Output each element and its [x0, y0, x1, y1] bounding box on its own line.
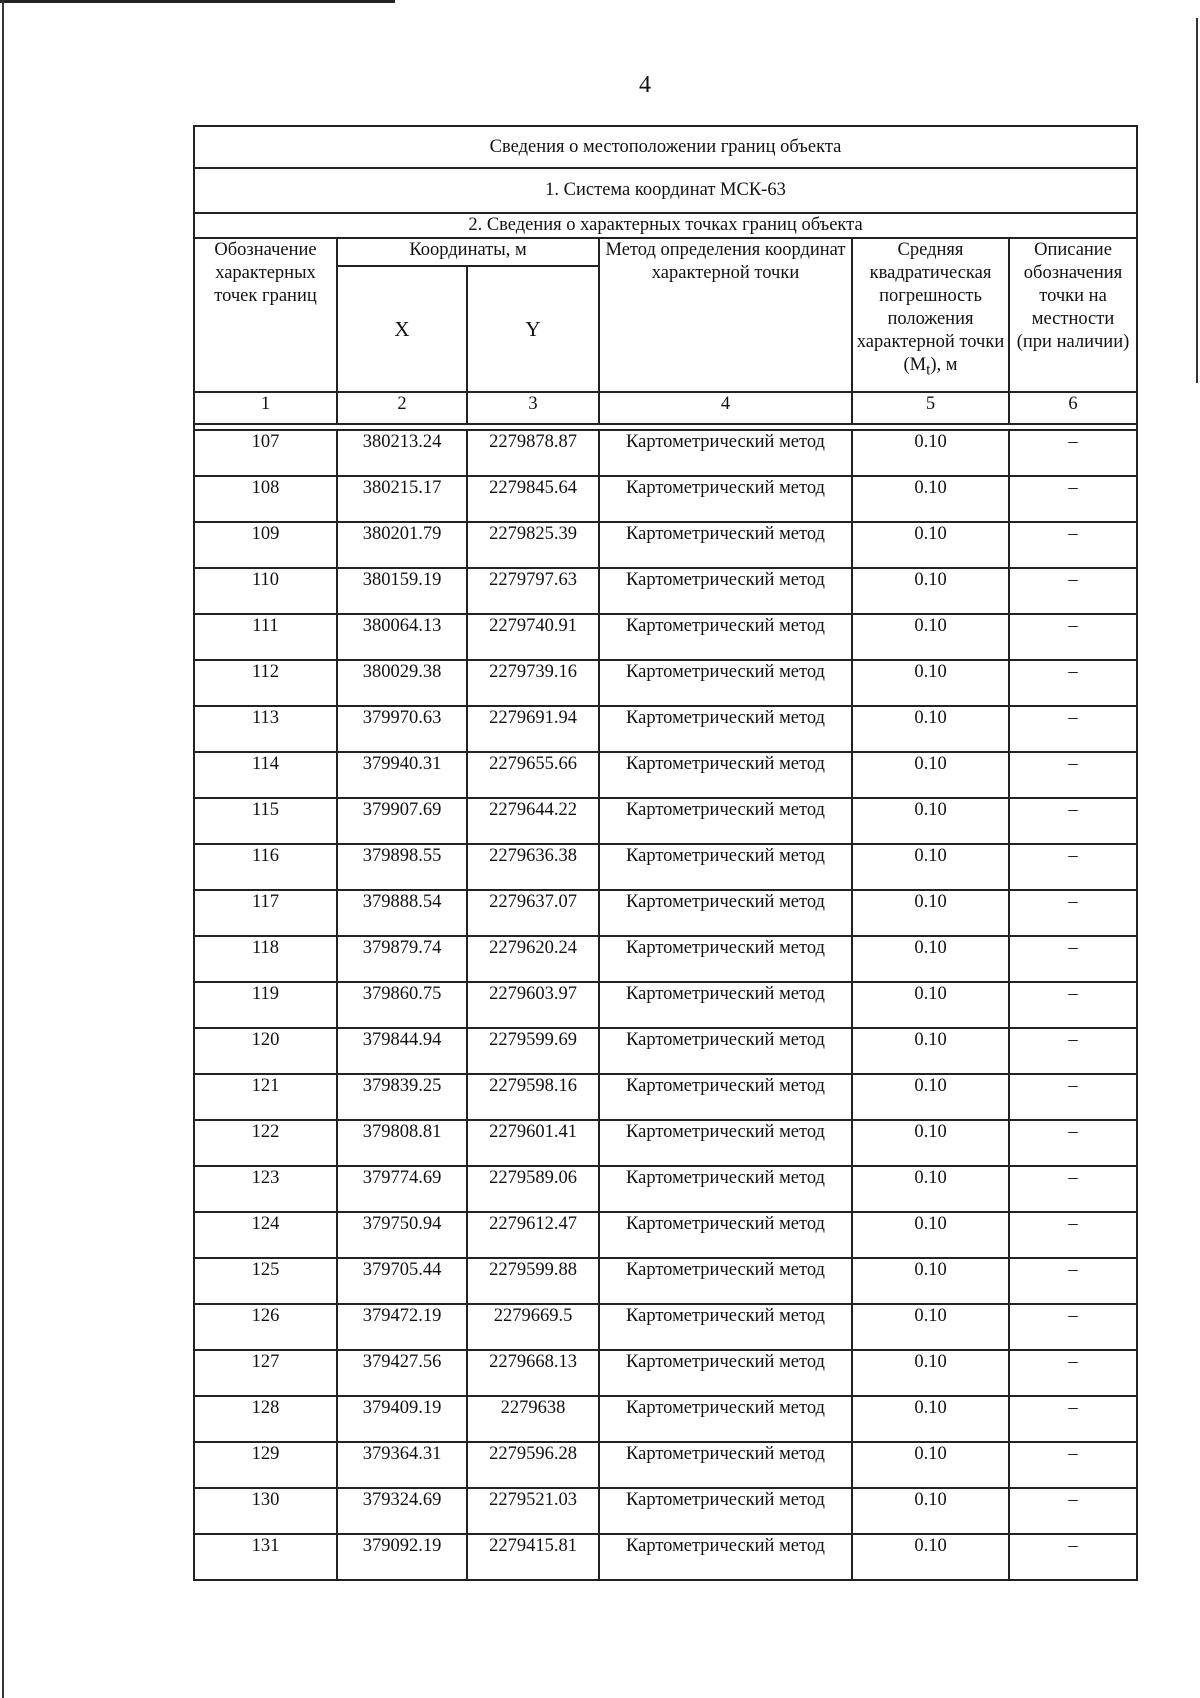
method-cell: Картометрический метод: [599, 752, 852, 798]
point-designation-cell: 130: [194, 1488, 337, 1534]
description-cell: –: [1009, 1028, 1137, 1074]
point-designation-cell: 108: [194, 476, 337, 522]
method-cell: Картометрический метод: [599, 1074, 852, 1120]
x-coordinate-cell: 379472.19: [337, 1304, 467, 1350]
method-cell: Картометрический метод: [599, 890, 852, 936]
method-cell: Картометрический метод: [599, 1166, 852, 1212]
point-designation-cell: 127: [194, 1350, 337, 1396]
table-row: [194, 568, 1137, 614]
header-error: Средняя квадратическая погрешность положения характерной точки $(M_t)$, м: [852, 238, 1009, 392]
y-coordinate-cell: 2279825.39: [467, 522, 599, 568]
y-coordinate-cell: 2279598.16: [467, 1074, 599, 1120]
table-row: [194, 890, 1137, 936]
point-designation-cell: 115: [194, 798, 337, 844]
error-cell: 0.10: [852, 982, 1009, 1028]
table-caption: Сведения о местоположении границ объекта: [194, 126, 1137, 168]
description-cell: –: [1009, 752, 1137, 798]
x-coordinate-cell: 379907.69: [337, 798, 467, 844]
error-cell: 0.10: [852, 844, 1009, 890]
error-cell: 0.10: [852, 522, 1009, 568]
characteristic-points-label: 2. Сведения о характерных точках границ объекта: [194, 213, 1137, 238]
point-designation-cell: 110: [194, 568, 337, 614]
error-cell: 0.10: [852, 798, 1009, 844]
error-cell: 0.10: [852, 476, 1009, 522]
point-designation-cell: 109: [194, 522, 337, 568]
error-cell: 0.10: [852, 614, 1009, 660]
header-row: [194, 238, 1137, 266]
table-row: [194, 1488, 1137, 1534]
y-coordinate-cell: 2279603.97: [467, 982, 599, 1028]
y-coordinate-cell: 2279612.47: [467, 1212, 599, 1258]
boundary-points-table: [193, 125, 1138, 1581]
table-row: [194, 1350, 1137, 1396]
x-coordinate-cell: 380201.79: [337, 522, 467, 568]
point-designation-cell: 119: [194, 982, 337, 1028]
coordinate-system-label: 1. Система координат МСК-63: [194, 168, 1137, 213]
caption-row: [194, 126, 1137, 168]
method-cell: Картометрический метод: [599, 1350, 852, 1396]
description-cell: –: [1009, 1258, 1137, 1304]
point-designation-cell: 114: [194, 752, 337, 798]
description-cell: –: [1009, 844, 1137, 890]
y-coordinate-cell: 2279638: [467, 1396, 599, 1442]
y-coordinate-cell: 2279601.41: [467, 1120, 599, 1166]
x-coordinate-cell: 379888.54: [337, 890, 467, 936]
point-designation-cell: 116: [194, 844, 337, 890]
x-coordinate-cell: 379750.94: [337, 1212, 467, 1258]
column-number: 6: [1009, 392, 1137, 424]
x-coordinate-cell: 379844.94: [337, 1028, 467, 1074]
point-designation-cell: 111: [194, 614, 337, 660]
section-2-row: [194, 213, 1137, 238]
x-coordinate-cell: 379879.74: [337, 936, 467, 982]
method-cell: Картометрический метод: [599, 1028, 852, 1074]
point-designation-cell: 124: [194, 1212, 337, 1258]
error-cell: 0.10: [852, 1350, 1009, 1396]
x-coordinate-cell: 379839.25: [337, 1074, 467, 1120]
error-cell: 0.10: [852, 890, 1009, 936]
table-row: [194, 844, 1137, 890]
x-coordinate-cell: 379427.56: [337, 1350, 467, 1396]
method-cell: Картометрический метод: [599, 1258, 852, 1304]
error-cell: 0.10: [852, 1166, 1009, 1212]
description-cell: –: [1009, 1166, 1137, 1212]
table-row: [194, 660, 1137, 706]
table-row: [194, 476, 1137, 522]
y-coordinate-cell: 2279589.06: [467, 1166, 599, 1212]
error-cell: 0.10: [852, 1074, 1009, 1120]
method-cell: Картометрический метод: [599, 706, 852, 752]
description-cell: –: [1009, 1350, 1137, 1396]
method-cell: Картометрический метод: [599, 1304, 852, 1350]
table-row: [194, 614, 1137, 660]
description-cell: –: [1009, 936, 1137, 982]
page-number: 4: [639, 72, 651, 98]
point-designation-cell: 120: [194, 1028, 337, 1074]
method-cell: Картометрический метод: [599, 1396, 852, 1442]
header-x: X: [337, 266, 467, 392]
table-row: [194, 936, 1137, 982]
method-cell: Картометрический метод: [599, 522, 852, 568]
x-coordinate-cell: 379774.69: [337, 1166, 467, 1212]
left-scan-rule: [2, 0, 4, 1698]
table-row: [194, 1120, 1137, 1166]
error-cell: 0.10: [852, 752, 1009, 798]
method-cell: Картометрический метод: [599, 476, 852, 522]
point-designation-cell: 117: [194, 890, 337, 936]
x-coordinate-cell: 380215.17: [337, 476, 467, 522]
y-coordinate-cell: 2279669.5: [467, 1304, 599, 1350]
table-row: [194, 1258, 1137, 1304]
section-1-row: [194, 168, 1137, 213]
error-cell: 0.10: [852, 706, 1009, 752]
y-coordinate-cell: 2279691.94: [467, 706, 599, 752]
x-coordinate-cell: 379940.31: [337, 752, 467, 798]
description-cell: –: [1009, 614, 1137, 660]
description-cell: –: [1009, 890, 1137, 936]
method-cell: Картометрический метод: [599, 568, 852, 614]
y-coordinate-cell: 2279415.81: [467, 1534, 599, 1580]
table-row: [194, 1074, 1137, 1120]
error-cell: 0.10: [852, 1258, 1009, 1304]
column-number: 5: [852, 392, 1009, 424]
y-coordinate-cell: 2279599.88: [467, 1258, 599, 1304]
method-cell: Картометрический метод: [599, 844, 852, 890]
table-row: [194, 706, 1137, 752]
y-coordinate-cell: 2279637.07: [467, 890, 599, 936]
y-coordinate-cell: 2279636.38: [467, 844, 599, 890]
column-numbers-row: [194, 392, 1137, 424]
description-cell: –: [1009, 476, 1137, 522]
y-coordinate-cell: 2279740.91: [467, 614, 599, 660]
table-row: [194, 752, 1137, 798]
point-designation-cell: 125: [194, 1258, 337, 1304]
description-cell: –: [1009, 982, 1137, 1028]
x-coordinate-cell: 379324.69: [337, 1488, 467, 1534]
point-designation-cell: 112: [194, 660, 337, 706]
table-row: [194, 522, 1137, 568]
table-row: [194, 1396, 1137, 1442]
description-cell: –: [1009, 568, 1137, 614]
description-cell: –: [1009, 522, 1137, 568]
error-cell: 0.10: [852, 936, 1009, 982]
y-coordinate-cell: 2279521.03: [467, 1488, 599, 1534]
point-designation-cell: 131: [194, 1534, 337, 1580]
error-cell: 0.10: [852, 1488, 1009, 1534]
y-coordinate-cell: 2279797.63: [467, 568, 599, 614]
header-point-designation: Обозначение характерных точек границ: [194, 238, 337, 392]
point-designation-cell: 126: [194, 1304, 337, 1350]
x-coordinate-cell: 379860.75: [337, 982, 467, 1028]
description-cell: –: [1009, 430, 1137, 476]
table-row: [194, 1442, 1137, 1488]
method-cell: Картометрический метод: [599, 1442, 852, 1488]
method-cell: Картометрический метод: [599, 430, 852, 476]
y-coordinate-cell: 2279739.16: [467, 660, 599, 706]
table-row: [194, 1028, 1137, 1074]
x-coordinate-cell: 380029.38: [337, 660, 467, 706]
point-designation-cell: 113: [194, 706, 337, 752]
method-cell: Картометрический метод: [599, 1120, 852, 1166]
x-coordinate-cell: 379364.31: [337, 1442, 467, 1488]
description-cell: –: [1009, 1212, 1137, 1258]
column-number: 1: [194, 392, 337, 424]
error-cell: 0.10: [852, 1028, 1009, 1074]
error-cell: 0.10: [852, 660, 1009, 706]
right-scan-rule: [1196, 18, 1198, 383]
x-coordinate-cell: 379409.19: [337, 1396, 467, 1442]
point-designation-cell: 122: [194, 1120, 337, 1166]
y-coordinate-cell: 2279596.28: [467, 1442, 599, 1488]
error-cell: 0.10: [852, 430, 1009, 476]
y-coordinate-cell: 2279620.24: [467, 936, 599, 982]
error-cell: 0.10: [852, 1304, 1009, 1350]
table-row: [194, 430, 1137, 476]
error-cell: 0.10: [852, 1120, 1009, 1166]
point-designation-cell: 121: [194, 1074, 337, 1120]
header-method: Метод определения координат характерной точки: [599, 238, 852, 392]
y-coordinate-cell: 2279668.13: [467, 1350, 599, 1396]
y-coordinate-cell: 2279655.66: [467, 752, 599, 798]
column-number: 2: [337, 392, 467, 424]
x-coordinate-cell: 380213.24: [337, 430, 467, 476]
description-cell: –: [1009, 1442, 1137, 1488]
description-cell: –: [1009, 1534, 1137, 1580]
y-coordinate-cell: 2279878.87: [467, 430, 599, 476]
table-row: [194, 1166, 1137, 1212]
point-designation-cell: 107: [194, 430, 337, 476]
method-cell: Картометрический метод: [599, 660, 852, 706]
method-cell: Картометрический метод: [599, 1488, 852, 1534]
x-coordinate-cell: 379808.81: [337, 1120, 467, 1166]
header-coordinates: Координаты, м: [337, 238, 599, 266]
description-cell: –: [1009, 1488, 1137, 1534]
description-cell: –: [1009, 1074, 1137, 1120]
error-cell: 0.10: [852, 1534, 1009, 1580]
error-cell: 0.10: [852, 568, 1009, 614]
error-cell: 0.10: [852, 1442, 1009, 1488]
description-cell: –: [1009, 1396, 1137, 1442]
description-cell: –: [1009, 706, 1137, 752]
description-cell: –: [1009, 1120, 1137, 1166]
column-number: 4: [599, 392, 852, 424]
method-cell: Картометрический метод: [599, 1212, 852, 1258]
point-designation-cell: 128: [194, 1396, 337, 1442]
method-cell: Картометрический метод: [599, 614, 852, 660]
y-coordinate-cell: 2279845.64: [467, 476, 599, 522]
x-coordinate-cell: 379970.63: [337, 706, 467, 752]
error-cell: 0.10: [852, 1396, 1009, 1442]
table-row: [194, 982, 1137, 1028]
point-designation-cell: 118: [194, 936, 337, 982]
method-cell: Картометрический метод: [599, 982, 852, 1028]
method-cell: Картометрический метод: [599, 798, 852, 844]
column-number: 3: [467, 392, 599, 424]
description-cell: –: [1009, 660, 1137, 706]
point-designation-cell: 129: [194, 1442, 337, 1488]
y-coordinate-cell: 2279599.69: [467, 1028, 599, 1074]
header-y: Y: [467, 266, 599, 392]
method-cell: Картометрический метод: [599, 1534, 852, 1580]
x-coordinate-cell: 379092.19: [337, 1534, 467, 1580]
table-row: [194, 798, 1137, 844]
description-cell: –: [1009, 798, 1137, 844]
x-coordinate-cell: 380064.13: [337, 614, 467, 660]
header-description: Описание обозначения точки на местности (при наличии): [1009, 238, 1137, 392]
table-row: [194, 1212, 1137, 1258]
y-coordinate-cell: 2279644.22: [467, 798, 599, 844]
top-scan-rule: [0, 0, 395, 3]
error-cell: 0.10: [852, 1212, 1009, 1258]
x-coordinate-cell: 379898.55: [337, 844, 467, 890]
point-designation-cell: 123: [194, 1166, 337, 1212]
method-cell: Картометрический метод: [599, 936, 852, 982]
description-cell: –: [1009, 1304, 1137, 1350]
x-coordinate-cell: 379705.44: [337, 1258, 467, 1304]
x-coordinate-cell: 380159.19: [337, 568, 467, 614]
table-row: [194, 1304, 1137, 1350]
table-row: [194, 1534, 1137, 1580]
